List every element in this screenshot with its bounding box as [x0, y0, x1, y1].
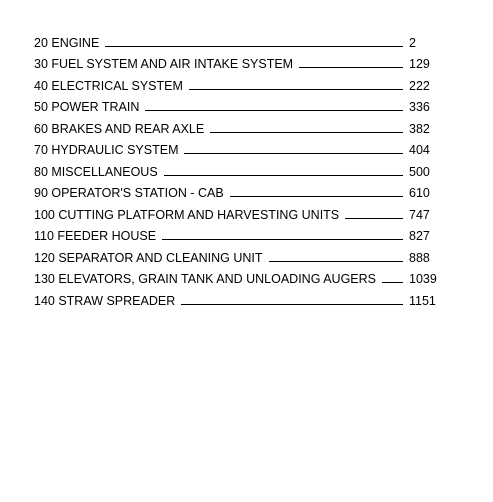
toc-entry-page: 1151 — [409, 293, 436, 308]
toc-entry-title: 110 FEEDER HOUSE — [34, 229, 157, 243]
toc-entry-title: 30 FUEL SYSTEM AND AIR INTAKE SYSTEM — [34, 57, 294, 71]
toc-entry-page: 404 — [409, 143, 430, 157]
toc-entry-power-train[interactable] — [34, 93, 439, 115]
toc-entry-page: 827 — [409, 229, 430, 243]
toc-entry-electrical-system[interactable] — [34, 71, 439, 93]
toc-entry-page: 747 — [409, 207, 430, 222]
toc-leader-line — [230, 196, 403, 197]
toc-entry-page: 129 — [409, 57, 430, 71]
toc-entry-page: 500 — [409, 164, 430, 179]
toc-entry-page: 2 — [409, 35, 416, 50]
toc-entry-title: 140 STRAW SPREADER — [34, 293, 176, 308]
toc-entry-title: 100 CUTTING PLATFORM AND HARVESTING UNITS — [34, 207, 340, 222]
toc-entry-title: 120 SEPARATOR AND CLEANING UNIT — [34, 250, 263, 265]
toc-entry-title: 80 MISCELLANEOUS — [34, 164, 158, 179]
toc-entry-page: 336 — [409, 100, 430, 114]
table-of-contents — [34, 28, 439, 308]
toc-leader-line — [269, 261, 403, 262]
toc-leader-line — [184, 153, 403, 154]
toc-entry-title: 20 ENGINE — [34, 35, 100, 50]
toc-leader-line — [105, 46, 403, 47]
toc-leader-line — [189, 89, 403, 90]
toc-leader-line — [345, 218, 403, 219]
toc-leader-line — [145, 110, 403, 111]
toc-entry-page: 222 — [409, 78, 430, 93]
toc-leader-line — [164, 175, 403, 176]
toc-entry-page: 610 — [409, 186, 430, 200]
toc-entry-operators-station[interactable] — [34, 179, 439, 201]
toc-entry-page: 382 — [409, 121, 430, 136]
toc-entry-straw-spreader[interactable] — [34, 286, 439, 308]
toc-entry-title: 130 ELEVATORS, GRAIN TANK AND UNLOADING AUGERS — [34, 272, 376, 286]
toc-leader-line — [210, 132, 403, 133]
toc-entry-fuel-system[interactable] — [34, 50, 439, 72]
toc-entry-title: 50 POWER TRAIN — [34, 100, 140, 114]
toc-entry-miscellaneous[interactable] — [34, 157, 439, 179]
toc-entry-title: 60 BRAKES AND REAR AXLE — [34, 121, 205, 136]
toc-leader-line — [299, 67, 403, 68]
toc-leader-line — [162, 239, 403, 240]
toc-entry-engine[interactable] — [34, 28, 439, 50]
toc-entry-title: 90 OPERATOR'S STATION - CAB — [34, 186, 224, 200]
toc-entry-page: 1039 — [409, 272, 437, 286]
toc-entry-hydraulic-system[interactable] — [34, 136, 439, 158]
toc-leader-line — [382, 282, 403, 283]
toc-entry-elevators-grain-tank[interactable] — [34, 265, 439, 287]
toc-entry-feeder-house[interactable] — [34, 222, 439, 244]
toc-entry-page: 888 — [409, 250, 430, 265]
toc-entry-cutting-platform[interactable] — [34, 200, 439, 222]
toc-entry-brakes-rear-axle[interactable] — [34, 114, 439, 136]
toc-leader-line — [181, 304, 403, 305]
toc-entry-separator-cleaning[interactable] — [34, 243, 439, 265]
toc-entry-title: 70 HYDRAULIC SYSTEM — [34, 143, 179, 157]
toc-entry-title: 40 ELECTRICAL SYSTEM — [34, 78, 183, 93]
